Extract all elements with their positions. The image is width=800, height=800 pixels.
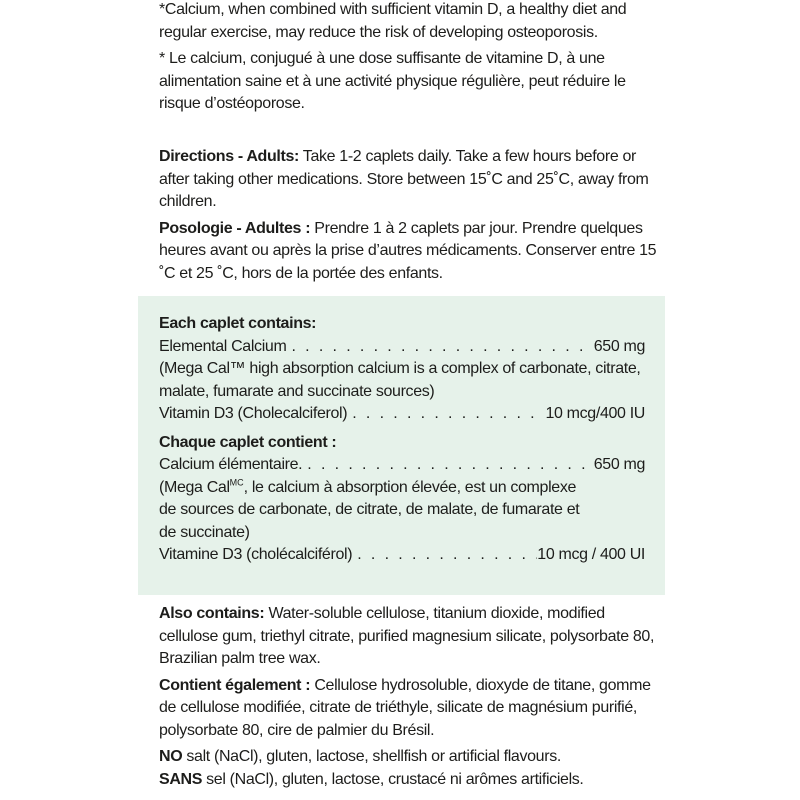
free-of-fr bbox=[159, 769, 659, 792]
ingredient-row-calcium-en bbox=[159, 336, 645, 359]
ingredient-name: Vitamine D3 (cholécalciférol) bbox=[159, 546, 353, 563]
also-contains-fr-label: Contient également : bbox=[159, 676, 311, 694]
free-of-en bbox=[159, 746, 659, 769]
health-claim bbox=[159, 0, 659, 116]
dot-leader bbox=[352, 544, 537, 567]
also-contains-section bbox=[159, 603, 659, 791]
ingredients-fr-note-line1 bbox=[159, 477, 649, 500]
dot-leader bbox=[286, 336, 593, 359]
ingredients-section bbox=[159, 313, 649, 567]
dot-leader bbox=[347, 403, 545, 426]
also-contains-en bbox=[159, 603, 659, 671]
also-contains-en-text: Water-soluble cellulose, titanium dioxide, modified cellulose gum, triethyl citrate, purified magnesium silicate, polysorbate 80, Brazilian palm tree wax. bbox=[159, 605, 655, 667]
ingredients-fr-heading: Chaque caplet contient : bbox=[159, 433, 337, 451]
directions-section bbox=[159, 146, 659, 285]
brand-name: (Mega Cal bbox=[159, 478, 230, 496]
ingredient-value: 10 mcg / 400 UI bbox=[537, 546, 645, 563]
also-contains-fr-text: Cellulose hydrosoluble, dioxyde de titane, gomme de cellulose modifiée, citrate de triéthyle, silicate de magnésium purifié, polysorbate 80, cire de palmier du Brésil. bbox=[159, 676, 651, 739]
also-contains-en-label: Also contains: bbox=[159, 605, 265, 622]
directions-fr-label: Posologie - Adultes : bbox=[159, 219, 311, 237]
claim-en: *Calcium, when combined with sufficient vitamin D, a healthy diet and regular exercise, may reduce the risk of developing osteoporosis. bbox=[159, 1, 627, 41]
free-of-en-label: NO bbox=[159, 748, 183, 765]
ingredient-row-d3-en bbox=[159, 403, 645, 426]
trademark-mark: MC bbox=[229, 477, 244, 488]
directions-en-label: Directions - Adults: bbox=[159, 148, 299, 165]
ingredients-fr-note-line3: de succinate) bbox=[159, 523, 250, 541]
free-of-en-text: salt (NaCl), gluten, lactose, shellfish or artificial flavours. bbox=[182, 748, 561, 765]
ingredient-value: 650 mg bbox=[593, 337, 645, 355]
ingredient-row-d3-fr bbox=[159, 544, 645, 567]
directions-fr bbox=[159, 218, 659, 286]
free-of-fr-text: sel (NaCl), gluten, lactose, crustacé ni arômes artificiels. bbox=[202, 770, 584, 788]
also-contains-fr bbox=[159, 675, 659, 743]
note-text: , le calcium à absorption élevée, est un complexe bbox=[243, 478, 577, 496]
dot-leader bbox=[302, 454, 593, 477]
claim-fr: * Le calcium, conjugué à une dose suffisante de vitamine D, à une alimentation saine et à une activité physique régulière, peut réduire le risque d’ostéoporose. bbox=[159, 50, 626, 112]
free-of-fr-label: SANS bbox=[159, 770, 203, 788]
ingredient-row-calcium-fr bbox=[159, 454, 645, 477]
ingredient-name: Elemental Calcium bbox=[159, 337, 287, 355]
ingredients-en-note: (Mega Cal™ high absorption calcium is a complex of carbonate, citrate, malate, fumarate and succinate sources) bbox=[159, 360, 641, 400]
ingredient-name: Vitamin D3 (Cholecalciferol) bbox=[159, 405, 348, 422]
directions-en bbox=[159, 146, 659, 214]
directions-en-text: Take 1-2 caplets daily. Take a few hours before or after taking other medications. Store between 15˚C and 25˚C, away from children. bbox=[159, 148, 649, 210]
ingredients-fr-note-line2: de sources de carbonate, de citrate, de malate, de fumarate et bbox=[159, 501, 580, 518]
directions-fr-text: Prendre 1 à 2 caplets par jour. Prendre quelques heures avant ou après la prise d’autres médicaments. Conserver entre 15 ˚C et 25 ˚C, hors de la portée des enfants. bbox=[159, 219, 657, 282]
ingredient-value: 10 mcg/400 IU bbox=[545, 405, 645, 422]
ingredients-en-heading: Each caplet contains: bbox=[159, 315, 317, 332]
ingredient-value: 650 mg bbox=[593, 456, 645, 473]
ingredient-name: Calcium élémentaire. bbox=[159, 456, 303, 473]
